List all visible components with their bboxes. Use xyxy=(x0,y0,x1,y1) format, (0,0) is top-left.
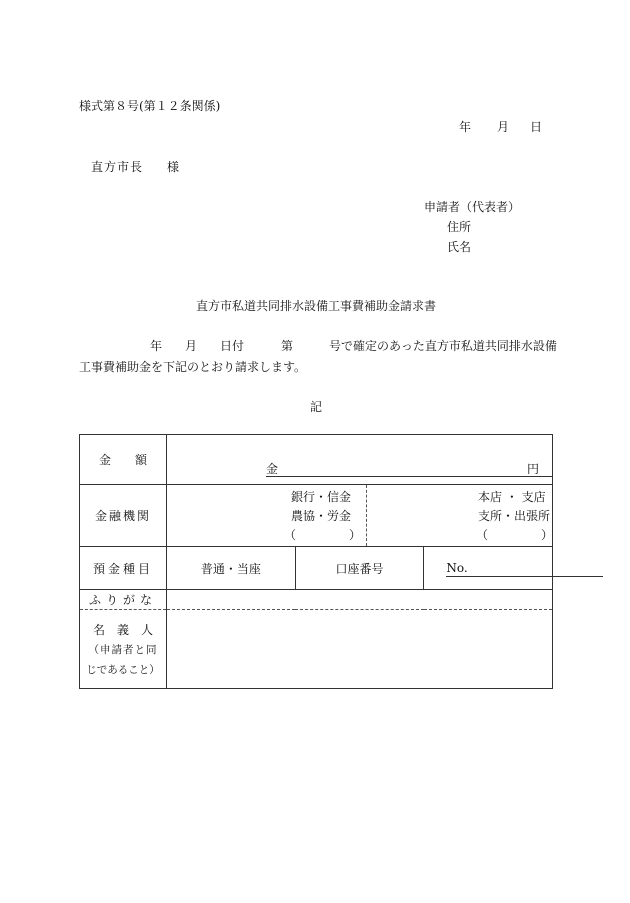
holder-cell[interactable] xyxy=(167,610,553,689)
amount-prefix: 金 xyxy=(266,462,279,476)
bank-label: 金融機関 xyxy=(80,485,167,547)
applicant-name-label: 氏名 xyxy=(447,240,472,254)
deposit-row xyxy=(80,547,553,590)
deposit-label: 預金種目 xyxy=(80,547,167,590)
account-number-cell[interactable] xyxy=(424,547,553,590)
body-no-prefix: 第 xyxy=(281,339,294,353)
branch-type-1: 本店 ・ 支店 xyxy=(478,490,546,504)
holder-note-2: じであること） xyxy=(86,664,160,676)
bank-divider xyxy=(366,485,367,546)
bank-type-1: 銀行・信金 xyxy=(291,490,352,504)
body-line2: 工事費補助金を下記のとおり請求します。 xyxy=(79,360,307,374)
body-day: 日付 xyxy=(220,339,245,353)
applicant-address-label: 住所 xyxy=(447,220,472,234)
addressee-name: 直方市長 xyxy=(91,160,144,174)
bank-row xyxy=(80,485,553,547)
deposit-type[interactable]: 普通・当座 xyxy=(167,547,296,590)
furigana-cell[interactable] xyxy=(167,590,553,610)
amount-cell[interactable] xyxy=(167,435,553,485)
amount-underline xyxy=(266,463,553,477)
body-month: 月 xyxy=(185,339,198,353)
ki-marker: 記 xyxy=(309,400,323,414)
addressee-honorific: 様 xyxy=(167,160,180,174)
account-no-line xyxy=(446,561,603,577)
holder-row xyxy=(80,610,553,689)
body-year: 年 xyxy=(150,339,163,353)
branch-paren-close: ） xyxy=(541,528,554,542)
date-day: 日 xyxy=(530,120,543,134)
branch-type-2: 支所・出張所 xyxy=(478,509,551,523)
holder-label: 名 義 人 xyxy=(92,623,153,637)
applicant-label: 申請者（代表者） xyxy=(424,200,521,214)
holder-note-1: （申請者と同 xyxy=(88,644,158,656)
holder-label-cell xyxy=(80,610,167,689)
bank-paren-close: ） xyxy=(349,528,362,542)
branch-paren-open: （ xyxy=(476,528,489,542)
date-year: 年 xyxy=(459,120,472,134)
account-no-label: No. xyxy=(446,561,468,575)
date-month: 月 xyxy=(497,120,510,134)
amount-label: 金 額 xyxy=(80,435,167,485)
bank-type-2: 農協・労金 xyxy=(291,509,352,523)
account-label: 口座番号 xyxy=(295,547,424,590)
body-line1-rest: 号で確定のあった直方市私道共同排水設備 xyxy=(329,339,557,353)
furigana-row xyxy=(80,590,553,610)
document-title: 直方市私道共同排水設備工事費補助金請求書 xyxy=(195,299,437,313)
amount-unit: 円 xyxy=(527,462,540,476)
amount-row xyxy=(80,435,553,485)
bank-paren-open: （ xyxy=(284,528,297,542)
furigana-label: ふりがな xyxy=(80,590,167,610)
request-table xyxy=(79,434,553,689)
bank-cell[interactable] xyxy=(167,485,553,547)
form-number: 様式第８号(第１２条関係) xyxy=(79,99,221,113)
